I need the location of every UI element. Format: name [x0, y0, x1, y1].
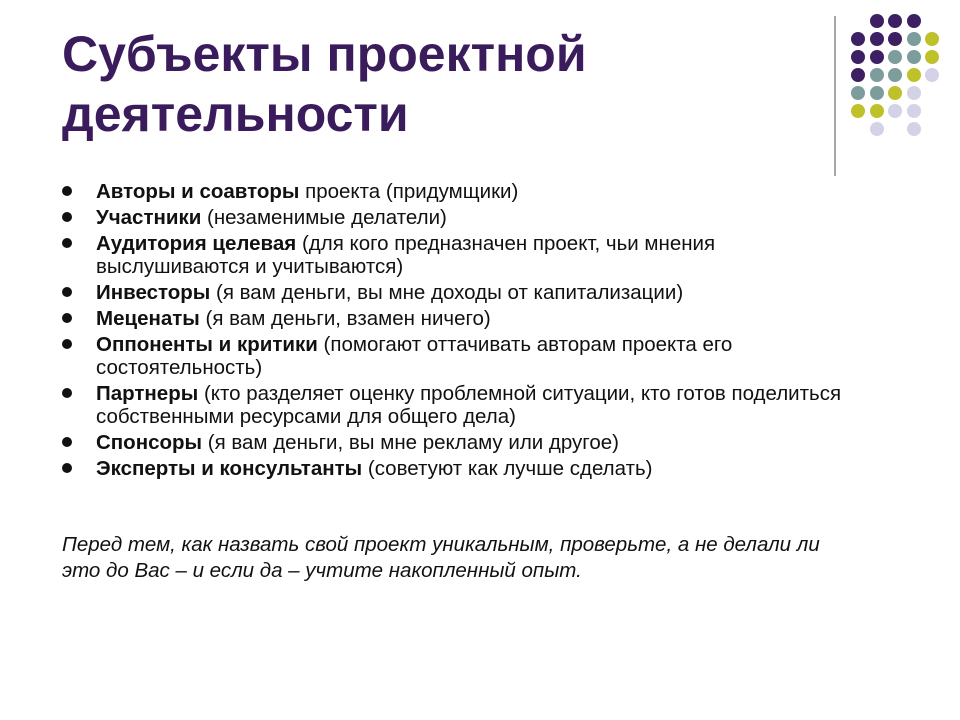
bullet-description: (советуют как лучше сделать): [362, 457, 653, 480]
bullet-term: Участники: [96, 206, 202, 229]
bullet-item: [62, 281, 862, 304]
bullet-term: Спонсоры: [96, 431, 203, 454]
bullet-item: [62, 382, 862, 428]
bullet-term: Меценаты: [96, 307, 200, 330]
decorative-dot: [888, 86, 902, 100]
decorative-dot: [907, 68, 921, 82]
decorative-dot: [851, 68, 865, 82]
decorative-dot: [851, 86, 865, 100]
bullet-description: (я вам деньги, вы мне доходы от капитализации): [210, 281, 684, 304]
decorative-dot: [870, 86, 884, 100]
bullet-item: [62, 232, 862, 278]
bullet-item: [62, 180, 862, 203]
decorative-dot: [851, 104, 865, 118]
bullet-item: [62, 457, 862, 480]
bullet-item: [62, 431, 862, 454]
bullet-description: (я вам деньги, вы мне рекламу или другое): [202, 431, 619, 454]
bullet-description: (кто разделяет оценку проблемной ситуации, кто готов поделиться собственными ресурсами для общего дела): [96, 382, 842, 428]
bullet-description: проекта (придумщики): [299, 180, 519, 203]
bullet-term: Авторы и соавторы: [96, 180, 300, 203]
bullet-list: [62, 180, 862, 483]
bullet-description: (помогают оттачивать авторам проекта его состоятельность): [96, 333, 733, 379]
decorative-dot: [888, 32, 902, 46]
bullet-term: Оппоненты и критики: [96, 333, 318, 356]
decorative-dot: [870, 32, 884, 46]
decorative-dot: [870, 14, 884, 28]
slide-title: Субъекты проектной деятельности: [62, 26, 587, 142]
bullet-term: Эксперты и консультанты: [96, 457, 363, 480]
bullet-description: (для кого предназначен проект, чьи мнения выслушиваются и учитываются): [96, 232, 716, 278]
bullet-term: Инвесторы: [96, 281, 211, 304]
decorative-dot: [888, 50, 902, 64]
decorative-dot: [870, 50, 884, 64]
bullet-description: (незаменимые делатели): [201, 206, 447, 229]
decorative-dot: [907, 32, 921, 46]
bullet-description: (я вам деньги, взамен ничего): [199, 307, 491, 330]
decorative-dot: [907, 14, 921, 28]
decorative-dot: [870, 68, 884, 82]
bullet-term: Партнеры: [96, 382, 199, 405]
decorative-dot: [888, 104, 902, 118]
decorative-dot: [907, 86, 921, 100]
decorative-dot: [907, 50, 921, 64]
bullet-item: [62, 307, 862, 330]
bullet-term: Аудитория целевая: [96, 232, 297, 255]
decorative-dot: [907, 104, 921, 118]
note-text: Перед тем, как назвать свой проект уникальным, проверьте, а не делали ли это до Вас – и если да – учтите накопленный опыт.: [62, 533, 820, 582]
decorative-dot: [870, 104, 884, 118]
decorative-dot: [888, 14, 902, 28]
decorative-dot: [925, 32, 939, 46]
vertical-divider: [834, 16, 836, 176]
decorative-dot: [925, 50, 939, 64]
decorative-dot-grid: [851, 14, 946, 154]
decorative-dot: [888, 68, 902, 82]
decorative-dot: [851, 50, 865, 64]
bullet-item: [62, 333, 862, 379]
decorative-dot: [925, 68, 939, 82]
decorative-dot: [851, 32, 865, 46]
decorative-dot: [870, 122, 884, 136]
decorative-dot: [907, 122, 921, 136]
bullet-item: [62, 206, 862, 229]
